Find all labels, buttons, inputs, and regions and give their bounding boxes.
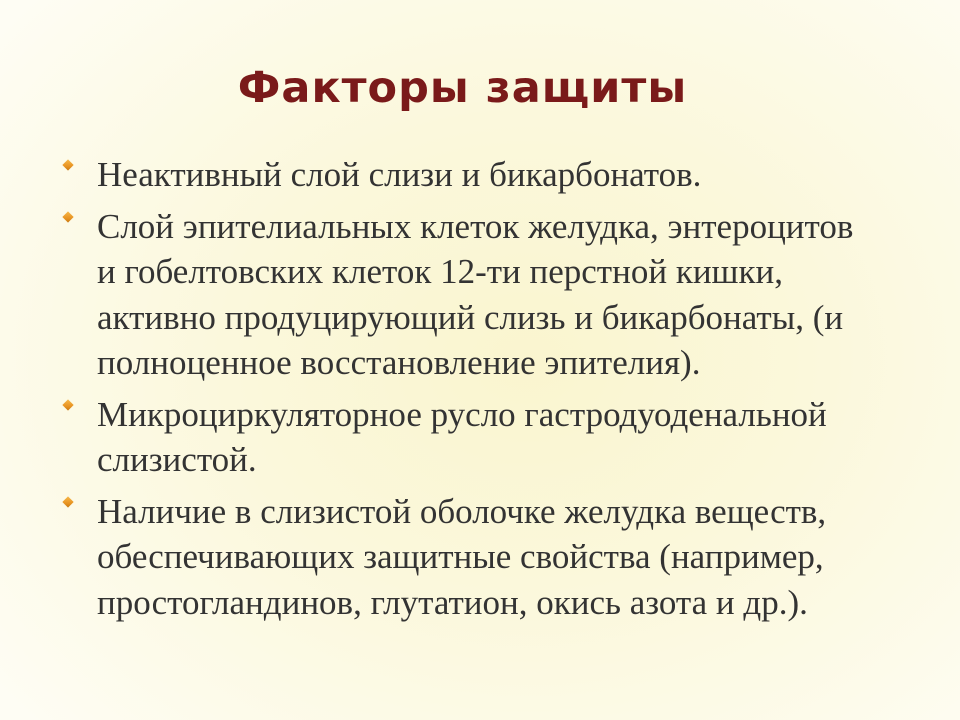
- bullet-text-line: Неактивный слой слизи и бикарбонатов.: [97, 155, 702, 194]
- bullet-text-line: Микроциркуляторное русло гастродуоденальной: [97, 394, 827, 434]
- bullet-text-line: и гобелтовских клеток 12-ти перстной кишки,: [97, 252, 783, 291]
- bullet-text-line: слизистой.: [97, 440, 257, 479]
- diamond-bullet-icon: [62, 496, 73, 507]
- diamond-bullet-icon: [62, 211, 73, 222]
- bullet-text-line: активно продуцирующий слизь и бикарбонаты, (и: [97, 297, 844, 337]
- bullet-text-line: полноценное восстановление эпителия).: [97, 343, 701, 382]
- bullet-text-line: Наличие в слизистой оболочке желудка веществ,: [97, 491, 827, 531]
- bullet-item: [0, 392, 960, 483]
- diamond-bullet-icon: [62, 159, 73, 170]
- bullet-text-line: простогландинов, глутатион, окись азота и др.).: [97, 582, 808, 622]
- slide-title: Факторы защиты: [237, 63, 688, 113]
- bullet-text-line: Слой эпителиальных клеток желудка, энтероцитов: [97, 206, 854, 246]
- bullet-text-line: обеспечивающих защитные свойства (например,: [97, 537, 824, 576]
- bullet-list: [0, 152, 960, 631]
- bullet-item: [0, 204, 960, 386]
- bullet-item: [0, 152, 960, 198]
- diamond-bullet-icon: [62, 399, 73, 410]
- bullet-item: [0, 489, 960, 626]
